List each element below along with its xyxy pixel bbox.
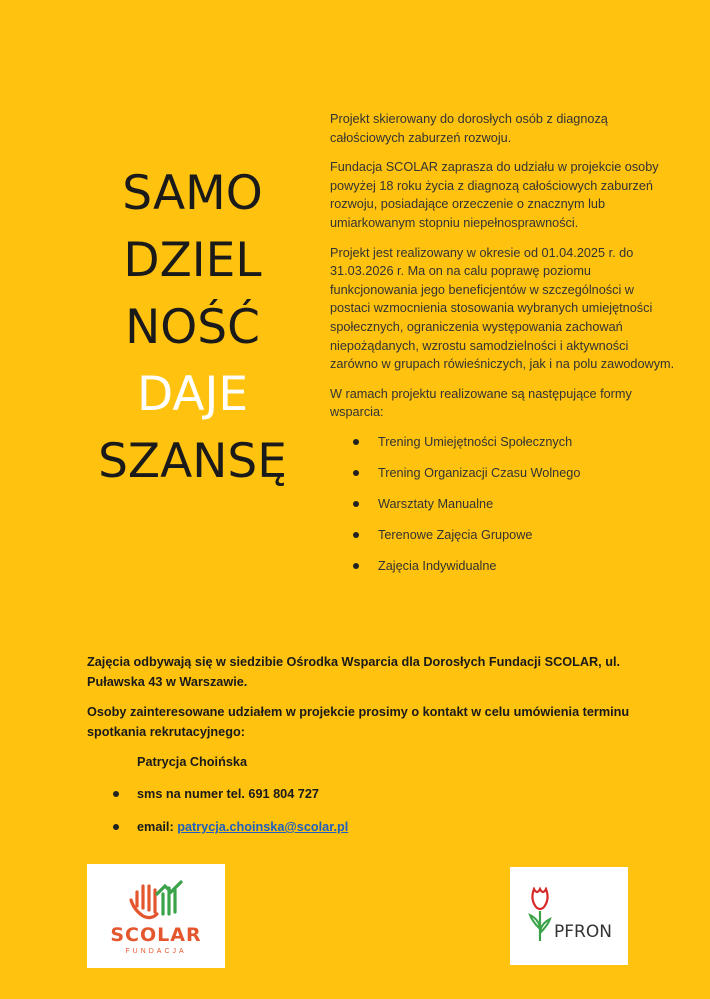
email-link[interactable]: patrycja.choinska@scolar.pl	[177, 820, 349, 834]
intro-paragraph-3: Projekt jest realizowany w okresie od 01.04.2025 r. do 31.03.2026 r. Ma on na calu poprawę poziomu funkcjonowania jego beneficjentów w szczególności w postaci wzmocnienia stosowania wybranych umiejętności społecznych, ograniczenia występowania zachowań niepożądanych, wzrostu samodzielności i aktywności zarówno w grupach rówieśniczych, jak i na polu zawodowym.	[330, 245, 675, 372]
contact-email: email: patrycja.choinska@scolar.pl	[87, 817, 647, 850]
bullet-icon	[113, 824, 119, 830]
bullet-icon	[353, 501, 359, 507]
bullet-icon	[353, 532, 359, 538]
contact-request-text: Osoby zainteresowane udziałem w projekcie prosimy o kontakt w celu umówienia terminu spotkania rekrutacyjnego:	[87, 705, 630, 739]
location-text: Zajęcia odbywają się w siedzibie Ośrodka Wsparcia dla Dorosłych Fundacji SCOLAR, ul. Puławska 43 w Warszawie.	[87, 655, 621, 689]
headline-line-3: NOŚĆ	[125, 300, 260, 355]
scolar-logo-subtext: FUNDACJA	[125, 948, 187, 955]
list-item: Trening Umiejętności Społecznych	[330, 433, 675, 464]
bullet-icon	[353, 563, 359, 569]
list-item: Terenowe Zajęcia Grupowe	[330, 526, 675, 557]
headline-line-1: SAMO	[122, 166, 263, 221]
pfron-logo	[510, 867, 628, 965]
scolar-logo-text: SCOLAR	[110, 924, 202, 946]
bullet-icon	[113, 791, 119, 797]
intro-paragraph-2: Fundacja SCOLAR zaprasza do udziału w projekcie osoby powyżej 18 roku życia z diagnozą całościowych zaburzeń rozwoju, posiadające orzeczenie o znacznym lub umiarkowanym stopniu niepełnosprawności.	[330, 160, 659, 230]
list-item: Zajęcia Indywidualne	[330, 557, 675, 588]
support-forms-list	[330, 433, 675, 588]
headline-line-5: SZANSĘ	[98, 434, 287, 489]
scolar-logo	[87, 864, 225, 968]
bullet-icon	[353, 470, 359, 476]
headline-line-4: DAJE	[136, 367, 249, 422]
project-description	[330, 110, 675, 588]
bullet-icon	[353, 439, 359, 445]
contact-sms: sms na numer tel. 691 804 727	[87, 784, 647, 817]
intro-paragraph-1: Projekt skierowany do dorosłych osób z diagnozą całościowych zaburzeń rozwoju.	[330, 112, 608, 145]
contact-list	[87, 784, 647, 850]
intro-paragraph-4: W ramach projektu realizowane są następujące formy wsparcia:	[330, 386, 632, 420]
headline-line-2: DZIEL	[123, 233, 262, 288]
pfron-logo-text: PFRON	[554, 922, 612, 942]
pfron-tulip-icon	[510, 867, 628, 965]
contact-section	[87, 652, 647, 850]
list-item: Warsztaty Manualne	[330, 495, 675, 526]
list-item: Trening Organizacji Czasu Wolnego	[330, 464, 675, 495]
contact-name: Patrycja Choińska	[137, 755, 248, 769]
headline	[60, 160, 325, 495]
